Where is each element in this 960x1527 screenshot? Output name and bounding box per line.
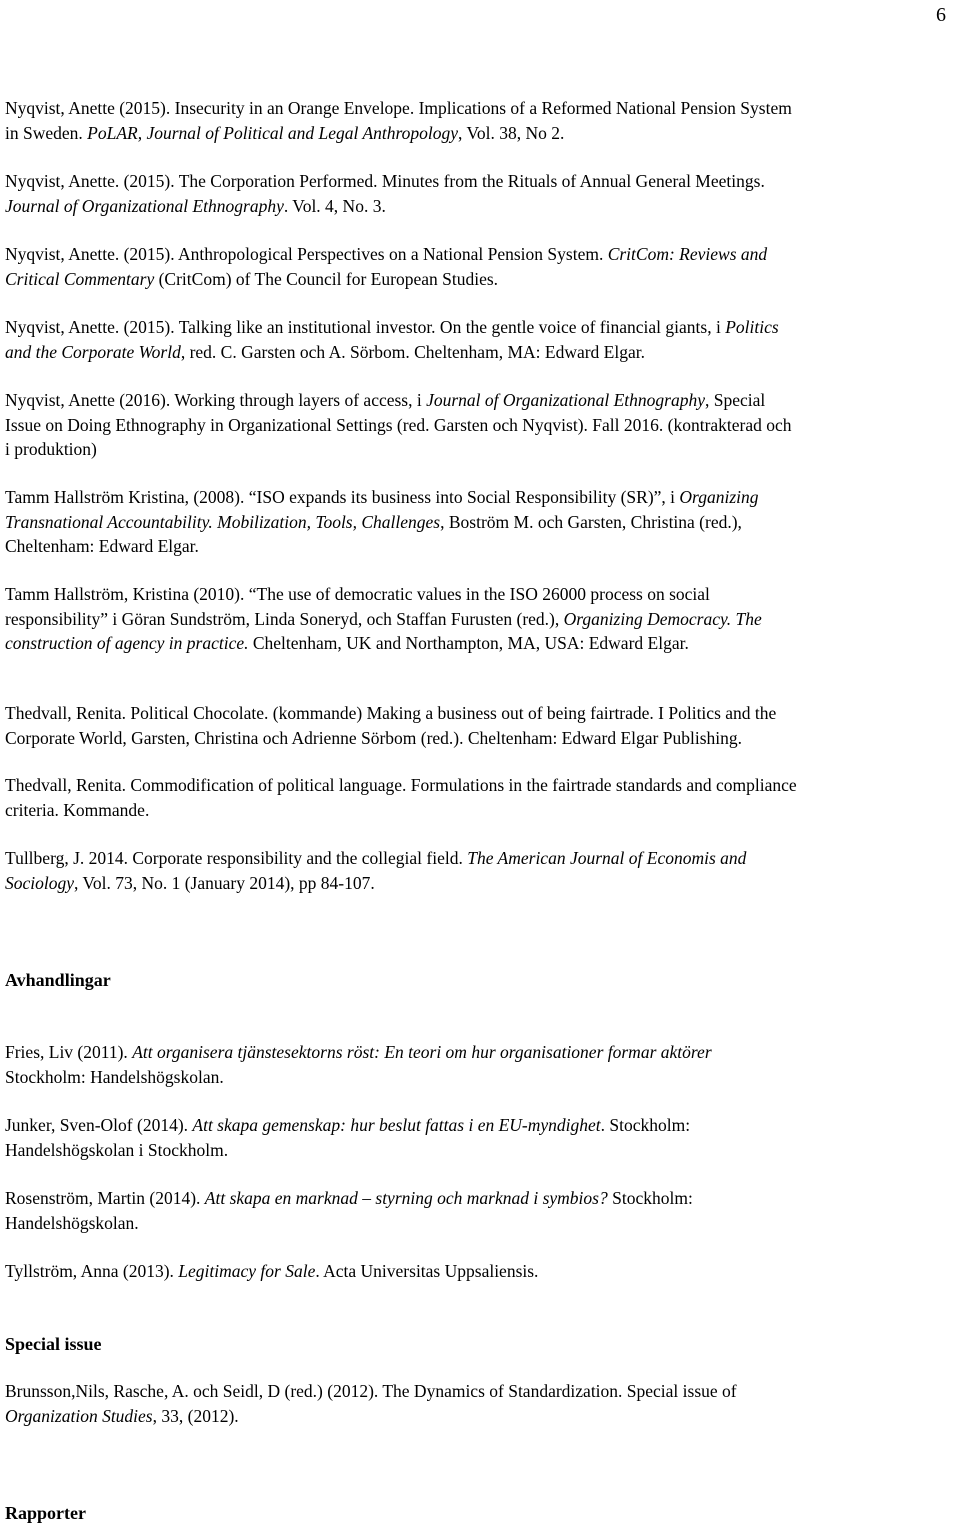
reference-entry <box>5 242 955 291</box>
ref-text: Handelshögskolan. <box>5 1212 139 1233</box>
ref-text: Nyqvist, Anette. (2015). Talking like an institutional investor. On the gentle voice of financial giants, i <box>5 317 726 337</box>
thesis-title: Att organisera tjänstesektorns röst: En teori om hur organisationer formar aktörer <box>132 1042 712 1062</box>
ref-text: i produktion) <box>5 439 97 459</box>
ref-text: Nyqvist, Anette. (2015). The Corporation Performed. Minutes from the Rituals of Annual General Meetings. <box>5 171 765 191</box>
page-number: 6 <box>936 4 946 26</box>
reference-entry <box>5 315 955 364</box>
ref-text: responsibility” i Göran Sundström, Linda Soneryd, och Staffan Furusten (red.), <box>5 608 564 629</box>
ref-text: . Acta Universitas Uppsaliensis. <box>315 1261 539 1281</box>
ref-text: Rosenström, Martin (2014). <box>5 1188 205 1208</box>
ref-text: Brunsson,Nils, Rasche, A. och Seidl, D (red.) (2012). The Dynamics of Standardization. Special issue of <box>5 1381 737 1401</box>
ref-text: , 33, (2012). <box>152 1405 239 1426</box>
ref-text: . Stockholm: <box>600 1115 691 1135</box>
thesis-entry <box>5 1113 955 1162</box>
ref-text: Tamm Hallström, Kristina (2010). “The use of democratic values in the ISO 26000 process on social <box>5 584 710 604</box>
thesis-title: Att skapa gemenskap: hur beslut fattas i en EU-myndighet <box>192 1115 601 1135</box>
section-heading-special-issue: Special issue <box>5 1334 102 1354</box>
ref-journal: Sociology <box>5 872 75 893</box>
ref-text: , Special <box>704 390 766 410</box>
ref-journal: PoLAR, Journal of Political and Legal Anthropology <box>87 122 459 143</box>
reference-entry <box>5 773 955 822</box>
ref-text: Nyqvist, Anette (2016). Working through layers of access, i <box>5 390 427 410</box>
reference-entry <box>5 388 955 462</box>
thesis-entry <box>5 1259 955 1284</box>
ref-journal: Journal of Organizational Ethnography <box>5 195 284 216</box>
ref-text: Handelshögskolan i Stockholm. <box>5 1139 229 1160</box>
reference-entry <box>5 485 955 559</box>
ref-book-title: Transnational Accountability. Mobilization, Tools, Challenges <box>5 511 441 532</box>
ref-text: , Vol. 38, No 2. <box>458 122 565 143</box>
ref-text: Junker, Sven-Olof (2014). <box>5 1115 193 1135</box>
ref-text: Cheltenham, UK and Northampton, MA, USA: Edward Elgar. <box>248 633 689 653</box>
ref-text: Cheltenham: Edward Elgar. <box>5 536 199 556</box>
ref-text: Tamm Hallström Kristina, (2008). “ISO expands its business into Social Responsibility (SR)”, i <box>5 487 680 507</box>
ref-journal: CritCom: Reviews and <box>607 244 768 264</box>
ref-text: Stockholm: Handelshögskolan. <box>5 1066 224 1087</box>
ref-journal: The American Journal of Economis and <box>467 848 747 868</box>
ref-book-title: Politics <box>725 317 779 337</box>
ref-text: Nyqvist, Anette. (2015). Anthropological Perspectives on a National Pension System. <box>5 244 608 264</box>
ref-book-title: Organizing Democracy. The <box>563 608 762 629</box>
section-heading-rapporter: Rapporter <box>5 1503 86 1523</box>
ref-text: Tyllström, Anna (2013). <box>5 1261 179 1281</box>
ref-text: in Sweden. <box>5 122 88 143</box>
thesis-title: Legitimacy for Sale <box>178 1261 316 1281</box>
ref-text: . Vol. 4, No. 3. <box>283 195 386 216</box>
ref-text: , red. C. Garsten och A. Sörbom. Cheltenham, MA: Edward Elgar. <box>180 341 645 362</box>
reference-entry <box>5 96 955 145</box>
reference-entry <box>5 701 955 750</box>
thesis-entry <box>5 1040 955 1089</box>
ref-text: Stockholm: <box>607 1188 693 1208</box>
ref-text: Thedvall, Renita. Commodification of political language. Formulations in the fairtrade standards and compliance <box>5 775 797 795</box>
ref-book-title: construction of agency in practice. <box>5 633 249 653</box>
thesis-entry <box>5 1186 955 1235</box>
reference-entry <box>5 846 955 895</box>
ref-text: Corporate World, Garsten, Christina och Adrienne Sörbom (red.). Cheltenham: Edward Elgar Publishing. <box>5 727 743 748</box>
ref-book-title: Organizing <box>679 487 759 507</box>
ref-book-title: and the Corporate World <box>5 341 181 362</box>
ref-text: Nyqvist, Anette (2015). Insecurity in an Orange Envelope. Implications of a Reformed National Pension System <box>5 98 792 118</box>
reference-entry <box>5 169 955 218</box>
ref-journal: Critical Commentary <box>5 268 155 289</box>
ref-text: criteria. Kommande. <box>5 799 150 820</box>
ref-text: , Boström M. och Garsten, Christina (red.), <box>440 511 742 532</box>
special-issue-entry <box>5 1379 955 1428</box>
ref-text: Thedvall, Renita. Political Chocolate. (kommande) Making a business out of being fairtrade. I Politics and the <box>5 703 777 723</box>
ref-text: , Vol. 73, No. 1 (January 2014), pp 84-107. <box>74 872 375 893</box>
ref-journal: Organization Studies <box>5 1405 153 1426</box>
thesis-title: Att skapa en marknad – styrning och marknad i symbios? <box>204 1188 608 1208</box>
ref-text: (CritCom) of The Council for European Studies. <box>154 268 499 289</box>
section-heading-avhandlingar: Avhandlingar <box>5 970 111 990</box>
ref-text: Tullberg, J. 2014. Corporate responsibility and the collegial field. <box>5 848 468 868</box>
reference-entry <box>5 582 955 656</box>
ref-journal: Journal of Organizational Ethnography <box>426 390 705 410</box>
ref-text: Issue on Doing Ethnography in Organizational Settings (red. Garsten och Nyqvist). Fall 2016. (kontrakterad och <box>5 414 792 435</box>
ref-text: Fries, Liv (2011). <box>5 1042 133 1062</box>
